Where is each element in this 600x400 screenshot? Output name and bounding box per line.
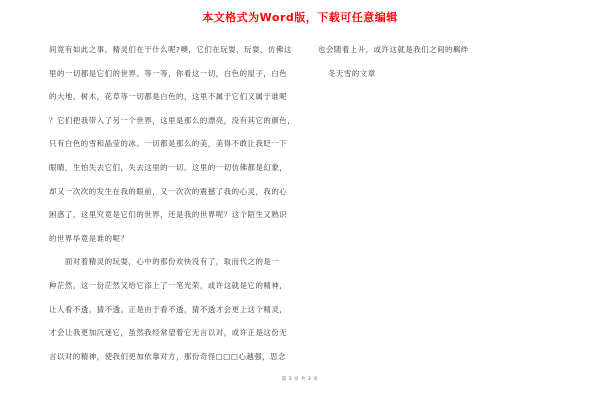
text-line: 却又一次次的发生在我的眼前，又一次次的震撼了我的心灵，我的心 xyxy=(49,186,288,196)
text-line: 让人看不透，猜不透。正是由于看不透，猜不透才会更上这个精灵， xyxy=(49,304,288,314)
text-line: ？它们把我带入了另一个世界，这里是那么的漂亮，没有其它的颜色， xyxy=(49,115,296,125)
text-line: 的大地，树木，花草等一切都是白色的，这里不属于它们又属于谁呢 xyxy=(49,92,288,102)
text-line: 困惑了，这里究竟是它们的世界，还是我的世界呢？这个陌生又熟识 xyxy=(49,210,288,220)
right-text-column xyxy=(318,38,518,85)
article-title: 冬天雪的文章 xyxy=(328,68,376,78)
text-line: 间竟有如此之事。精灵们在干什么呢?噢，它们在玩耍，玩耍，仿佛这 xyxy=(49,45,292,54)
text-line: 种茫然，这一份茫然又给它添上了一笔光荣，或许这就是它的精神， xyxy=(49,280,288,290)
text-line: 只有白色的雪和晶莹的冰。一切都是那么的美，美得不敢让我眨一下 xyxy=(49,139,288,149)
text-line: 才会让我更加沉迷它，虽然我经常望着它无言以对，或许正是这份无 xyxy=(49,328,288,338)
text-line: 言以对的精神，使我们更加依靠对方，那份奇怪□□□心越强，思念 xyxy=(49,351,286,361)
text-line: 眼睛，生怕失去它们，失去这里的一切。这里的一切仿佛都是幻象， xyxy=(49,162,288,172)
text-line: 也会随着上升，或许这就是我们之间的羁绊 xyxy=(318,45,469,54)
text-line: 里的一切都是它们的世界。等一等，你看这一切，白色的屋子，白色 xyxy=(49,68,288,78)
text-line: 的世界毕竟是谁的呢？ xyxy=(49,233,129,243)
text-line: 面对着精灵的玩耍，心中的那份欢快没有了，取而代之的是一 xyxy=(49,257,280,267)
word-format-banner: 本文格式为Word版，下载可任意编辑 xyxy=(202,11,398,24)
page-number: 第 3 页 共 3 页 xyxy=(281,377,319,382)
left-text-column xyxy=(49,38,309,368)
